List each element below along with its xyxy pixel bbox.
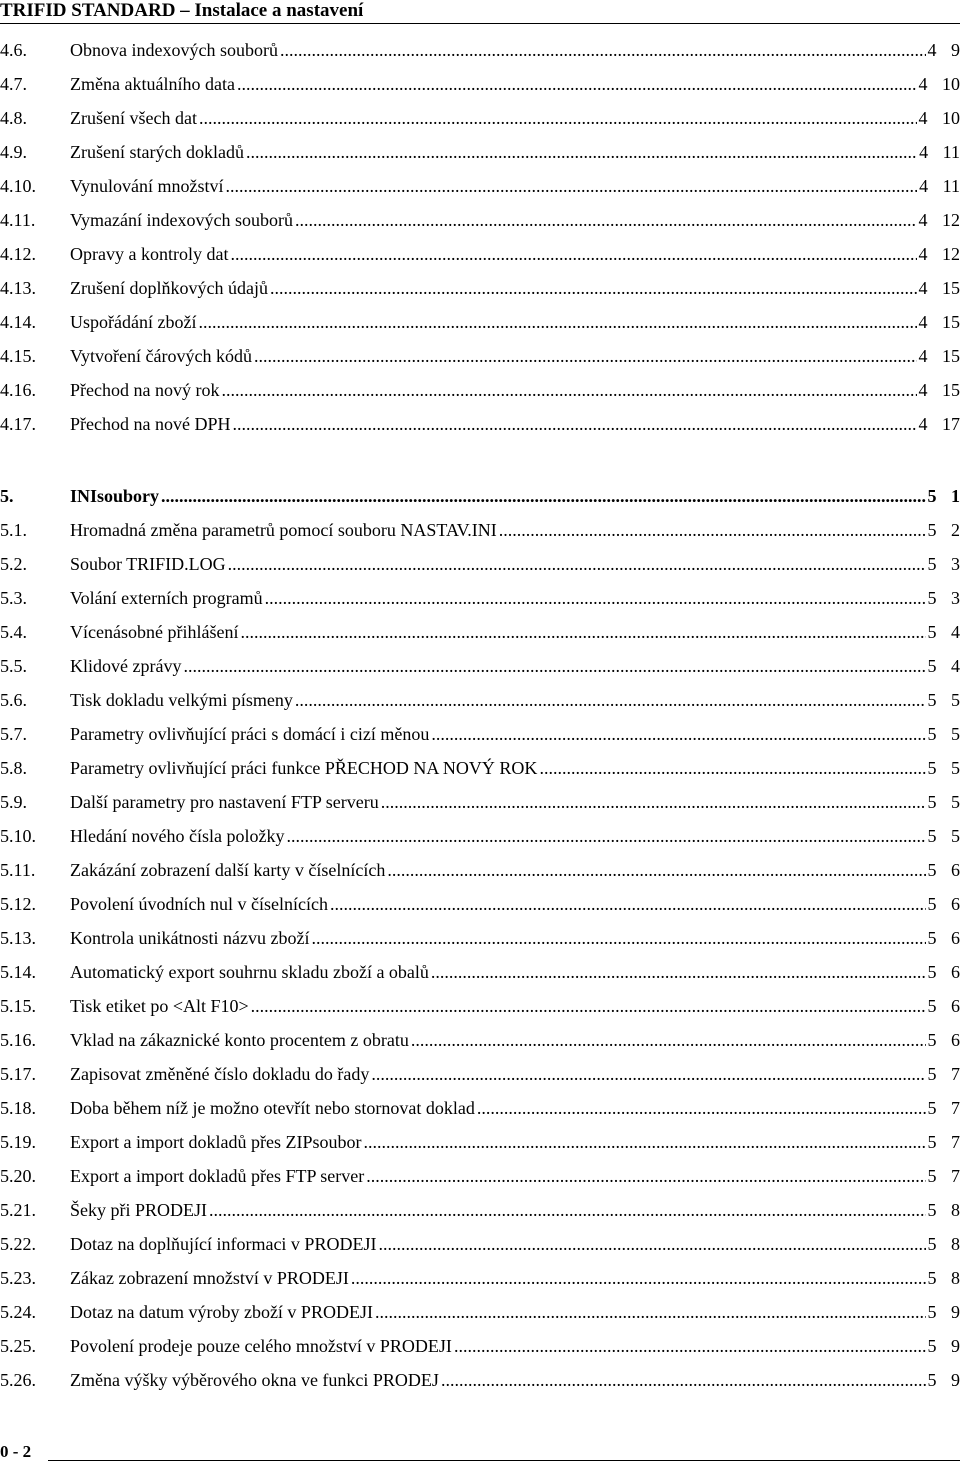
toc-entry-number: 4.6. — [0, 40, 27, 60]
toc-entry-body — [70, 853, 960, 887]
toc-entry-page: 4 12 — [918, 244, 960, 264]
document-title: TRIFID STANDARD – Instalace a nastavení — [0, 0, 364, 21]
toc-entry-title: Zrušení starých dokladů — [70, 142, 244, 162]
toc-entry[interactable] — [0, 547, 960, 581]
toc-entry-page: 5 7 — [927, 1098, 960, 1118]
toc-entry-body — [70, 237, 960, 271]
toc-entry-page: 5 4 — [927, 622, 960, 642]
toc-entry-page: 5 7 — [927, 1166, 960, 1186]
toc-entry[interactable] — [0, 1295, 960, 1329]
toc-entry-page: 5 3 — [927, 588, 960, 608]
dot-leader — [431, 955, 926, 989]
toc-entry-number: 5.19. — [0, 1132, 36, 1152]
toc-entry[interactable] — [0, 135, 960, 169]
toc-entry-page: 5 8 — [927, 1268, 960, 1288]
toc-entry-title: Zapisovat změněné číslo dokladu do řady — [70, 1064, 370, 1084]
toc-entry-number: 5.10. — [0, 826, 36, 846]
toc-entry-number: 5.13. — [0, 928, 36, 948]
toc-entry-number: 4.11. — [0, 210, 36, 230]
toc-entry[interactable] — [0, 237, 960, 271]
toc-entry[interactable] — [0, 1023, 960, 1057]
dot-leader — [221, 373, 916, 407]
toc-entry-body — [70, 1295, 960, 1329]
toc-section-4 — [0, 33, 960, 441]
toc-entry-body — [70, 955, 960, 989]
toc-entry-page: 4 12 — [918, 210, 960, 230]
toc-entry-body — [70, 1159, 960, 1193]
toc-entry-page: 5 5 — [927, 758, 960, 778]
toc-entry[interactable] — [0, 581, 960, 615]
toc-entry-page: 5 5 — [927, 792, 960, 812]
toc-entry-title: Tisk dokladu velkými písmeny — [70, 690, 293, 710]
toc-entry-title: INIsoubory — [70, 486, 160, 506]
toc-entry-body — [70, 339, 960, 373]
toc-entry-title: Volání externích programů — [70, 588, 263, 608]
toc-entry-number: 5.15. — [0, 996, 36, 1016]
toc-entry-page: 5 2 — [927, 520, 960, 540]
toc-entry-body — [70, 887, 960, 921]
toc-entry-body — [70, 1363, 960, 1397]
dot-leader — [226, 169, 918, 203]
toc-entry-body — [70, 135, 960, 169]
toc-entry-page: 5 5 — [927, 826, 960, 846]
toc-entry[interactable] — [0, 1125, 960, 1159]
toc-entry-number: 5.6. — [0, 690, 27, 710]
dot-leader — [237, 67, 917, 101]
toc-entry-page: 5 1 — [927, 486, 960, 506]
toc-entry[interactable] — [0, 101, 960, 135]
toc-entry-body — [70, 1057, 960, 1091]
dot-leader — [265, 581, 926, 615]
toc-entry-number: 5.21. — [0, 1200, 36, 1220]
toc-entry-title: Vklad na zákaznické konto procentem z obratu — [70, 1030, 409, 1050]
dot-leader — [363, 1125, 925, 1159]
toc-entry-title: Parametry ovlivňující práci funkce PŘECHOD NA NOVÝ ROK — [70, 758, 538, 778]
toc-entry-number: 5.9. — [0, 792, 27, 812]
toc-entry-title: Hromadná změna parametrů pomocí souboru NASTAV.INI — [70, 520, 497, 540]
toc-entry-body — [70, 305, 960, 339]
dot-leader — [330, 887, 926, 921]
toc-entry-page: 5 8 — [927, 1200, 960, 1220]
toc-entry-page: 4 10 — [918, 108, 960, 128]
toc-entry-number: 5.2. — [0, 554, 27, 574]
dot-leader — [411, 1023, 926, 1057]
toc-entry-body — [70, 989, 960, 1023]
toc-entry-body — [70, 1023, 960, 1057]
toc-entry-title: Export a import dokladů přes FTP server — [70, 1166, 365, 1186]
dot-leader — [351, 1261, 926, 1295]
toc-entry-number: 4.13. — [0, 278, 36, 298]
toc-entry-body — [70, 1227, 960, 1261]
toc-entry-page: 5 8 — [927, 1234, 960, 1254]
dot-leader — [251, 989, 926, 1023]
dot-leader — [183, 649, 925, 683]
toc-entry-body — [70, 1125, 960, 1159]
toc-entry-page: 5 6 — [927, 1030, 960, 1050]
toc-entry[interactable] — [0, 373, 960, 407]
dot-leader — [499, 513, 926, 547]
toc-entry-body — [70, 547, 960, 581]
toc-entry[interactable] — [0, 1227, 960, 1261]
toc-entry-title: Zrušení všech dat — [70, 108, 197, 128]
toc-entry-number: 5.8. — [0, 758, 27, 778]
dot-leader — [375, 1295, 926, 1329]
toc-entry-title: Obnova indexových souborů — [70, 40, 278, 60]
toc-entry-body — [70, 819, 960, 853]
toc-entry[interactable] — [0, 955, 960, 989]
toc-entry-title: Přechod na nový rok — [70, 380, 220, 400]
toc-entry-number: 5.18. — [0, 1098, 36, 1118]
toc-entry-body — [70, 649, 960, 683]
toc-entry-title: Parametry ovlivňující práci s domácí i cizí měnou — [70, 724, 430, 744]
toc-entry-title: Dotaz na doplňující informaci v PRODEJI — [70, 1234, 377, 1254]
dot-leader — [295, 203, 917, 237]
toc-entry[interactable] — [0, 649, 960, 683]
toc-entry-page: 5 7 — [927, 1064, 960, 1084]
dot-leader — [280, 33, 926, 67]
toc-entry-page: 5 6 — [927, 860, 960, 880]
toc-entry-page: 5 6 — [927, 928, 960, 948]
toc-entry-number: 5.4. — [0, 622, 27, 642]
toc-entry-page: 4 10 — [918, 74, 960, 94]
toc-entry-title: Zrušení doplňkových údajů — [70, 278, 268, 298]
toc-entry[interactable] — [0, 887, 960, 921]
page-number: 0 - 2 — [0, 1442, 32, 1461]
toc-entry-title: Změna výšky výběrového okna ve funkci PRODEJ — [70, 1370, 439, 1390]
toc-entry[interactable] — [0, 717, 960, 751]
footer-rule — [48, 1460, 960, 1461]
dot-leader — [387, 853, 925, 887]
toc-entry-title: Klidové zprávy — [70, 656, 182, 676]
toc-entry-page: 5 7 — [927, 1132, 960, 1152]
toc-entry-number: 4.16. — [0, 380, 36, 400]
toc-entry-page: 4 9 — [927, 40, 960, 60]
toc-entry-number: 4.17. — [0, 414, 36, 434]
toc-entry-page: 5 5 — [927, 690, 960, 710]
toc-entry-title: Kontrola unikátnosti názvu zboží — [70, 928, 310, 948]
toc-entry-title: Opravy a kontroly dat — [70, 244, 229, 264]
header-rule — [0, 23, 960, 24]
toc-entry[interactable] — [0, 479, 960, 513]
dot-leader — [295, 683, 926, 717]
toc-entry-title: Tisk etiket po <Alt F10> — [70, 996, 249, 1016]
dot-leader — [378, 1227, 925, 1261]
page-header — [0, 0, 960, 30]
toc-entry-title: Vymazání indexových souborů — [70, 210, 293, 230]
toc-entry-number: 5.12. — [0, 894, 36, 914]
toc-entry-number: 4.14. — [0, 312, 36, 332]
toc-entry-body — [70, 169, 960, 203]
toc-entry-number: 5.17. — [0, 1064, 36, 1084]
dot-leader — [381, 785, 926, 819]
toc-entry-body — [70, 683, 960, 717]
toc-entry-page: 4 15 — [918, 278, 960, 298]
toc-entry-page: 5 3 — [927, 554, 960, 574]
toc-entry-body — [70, 203, 960, 237]
toc-entry-number: 4.7. — [0, 74, 27, 94]
toc-entry[interactable] — [0, 1261, 960, 1295]
dot-leader — [230, 237, 916, 271]
toc-entry-title: Automatický export souhrnu skladu zboží a obalů — [70, 962, 429, 982]
toc-entry[interactable] — [0, 1091, 960, 1125]
toc-entry-body — [70, 751, 960, 785]
toc-entry-number: 5.5. — [0, 656, 27, 676]
dot-leader — [161, 479, 925, 513]
toc-entry-title: Hledání nového čísla položky — [70, 826, 285, 846]
toc-entry-page: 4 15 — [918, 312, 960, 332]
toc-entry-number: 5. — [0, 486, 14, 506]
toc-section-5 — [0, 479, 960, 1397]
toc-entry-body — [70, 717, 960, 751]
toc-entry-body — [70, 1261, 960, 1295]
toc-entry[interactable] — [0, 683, 960, 717]
toc-entry-title: Zakázání zobrazení další karty v číselnících — [70, 860, 386, 880]
dot-leader — [311, 921, 925, 955]
toc-entry-body — [70, 67, 960, 101]
toc-entry-number: 4.9. — [0, 142, 27, 162]
toc-entry-body — [70, 479, 960, 513]
toc-entry[interactable] — [0, 305, 960, 339]
toc-entry-page: 5 6 — [927, 962, 960, 982]
toc-entry-title: Export a import dokladů přes ZIPsoubor — [70, 1132, 362, 1152]
toc-entry-page: 5 6 — [927, 894, 960, 914]
dot-leader — [209, 1193, 925, 1227]
toc-entry-title: Šeky při PRODEJI — [70, 1200, 208, 1220]
toc-entry-body — [70, 1193, 960, 1227]
toc-entry-title: Zákaz zobrazení množství v PRODEJI — [70, 1268, 349, 1288]
toc-entry[interactable] — [0, 921, 960, 955]
toc-entry-number: 4.10. — [0, 176, 36, 196]
toc-entry-number: 5.25. — [0, 1336, 36, 1356]
toc-entry-page: 5 5 — [927, 724, 960, 744]
dot-leader — [454, 1329, 926, 1363]
toc-entry-page: 5 4 — [927, 656, 960, 676]
dot-leader — [270, 271, 917, 305]
toc-entry-number: 5.16. — [0, 1030, 36, 1050]
toc-entry-number: 4.8. — [0, 108, 27, 128]
toc-entry-body — [70, 1091, 960, 1125]
toc-entry-body — [70, 785, 960, 819]
toc-entry[interactable] — [0, 203, 960, 237]
toc-entry-number: 5.24. — [0, 1302, 36, 1322]
dot-leader — [286, 819, 925, 853]
toc-entry-title: Další parametry pro nastavení FTP serveru — [70, 792, 379, 812]
toc-entry[interactable] — [0, 339, 960, 373]
toc-entry-number: 4.12. — [0, 244, 36, 264]
toc-entry-title: Dotaz na datum výroby zboží v PRODEJI — [70, 1302, 373, 1322]
toc-entry-page: 4 15 — [918, 346, 960, 366]
toc-entry[interactable] — [0, 1193, 960, 1227]
dot-leader — [371, 1057, 925, 1091]
toc-entry-page: 5 9 — [927, 1336, 960, 1356]
dot-leader — [431, 717, 925, 751]
dot-leader — [441, 1363, 926, 1397]
toc-entry[interactable] — [0, 1329, 960, 1363]
toc-entry-body — [70, 513, 960, 547]
toc-entry-number: 5.22. — [0, 1234, 36, 1254]
dot-leader — [232, 407, 916, 441]
toc-entry-number: 5.3. — [0, 588, 27, 608]
toc-entry-number: 4.15. — [0, 346, 36, 366]
toc-entry-body — [70, 101, 960, 135]
toc-entry-number: 5.23. — [0, 1268, 36, 1288]
toc-entry[interactable] — [0, 33, 960, 67]
toc-entry-body — [70, 33, 960, 67]
toc-entry-title: Soubor TRIFID.LOG — [70, 554, 226, 574]
toc-entry[interactable] — [0, 615, 960, 649]
dot-leader — [198, 305, 916, 339]
toc-entry-page: 4 17 — [918, 414, 960, 434]
toc-entry-number: 5.14. — [0, 962, 36, 982]
toc-entry-title: Doba během níž je možno otevřít nebo stornovat doklad — [70, 1098, 475, 1118]
toc-entry[interactable] — [0, 169, 960, 203]
toc-entry-title: Vynulování množství — [70, 176, 224, 196]
toc-entry[interactable] — [0, 1363, 960, 1397]
toc-entry-body — [70, 1329, 960, 1363]
toc-entry-page: 5 9 — [927, 1370, 960, 1390]
toc-entry-number: 5.11. — [0, 860, 36, 880]
toc-entry-page: 4 11 — [919, 176, 960, 196]
dot-leader — [254, 339, 917, 373]
toc-entry-title: Změna aktuálního data — [70, 74, 235, 94]
toc-entry-page: 5 6 — [927, 996, 960, 1016]
toc-entry[interactable] — [0, 1159, 960, 1193]
dot-leader — [366, 1159, 925, 1193]
toc-entry-body — [70, 373, 960, 407]
toc-entry-page: 4 15 — [918, 380, 960, 400]
toc-entry-title: Vytvoření čárových kódů — [70, 346, 252, 366]
toc-entry[interactable] — [0, 271, 960, 305]
toc-entry-number: 5.7. — [0, 724, 27, 744]
toc-entry[interactable] — [0, 513, 960, 547]
toc-entry[interactable] — [0, 67, 960, 101]
toc-entry-title: Uspořádání zboží — [70, 312, 197, 332]
toc-entry-number: 5.26. — [0, 1370, 36, 1390]
toc-entry-body — [70, 921, 960, 955]
dot-leader — [199, 101, 917, 135]
toc-entry-title: Vícenásobné přihlášení — [70, 622, 239, 642]
toc-entry-title: Povolení úvodních nul v číselnících — [70, 894, 328, 914]
toc-entry-body — [70, 407, 960, 441]
dot-leader — [539, 751, 925, 785]
toc-entry-page: 5 9 — [927, 1302, 960, 1322]
toc-entry-number: 5.1. — [0, 520, 27, 540]
toc-entry-page: 4 11 — [919, 142, 960, 162]
toc-entry[interactable] — [0, 1057, 960, 1091]
toc-entry-body — [70, 581, 960, 615]
page-footer — [0, 1440, 960, 1468]
toc-entry[interactable] — [0, 751, 960, 785]
dot-leader — [240, 615, 925, 649]
toc-entry[interactable] — [0, 853, 960, 887]
toc-entry[interactable] — [0, 785, 960, 819]
dot-leader — [228, 547, 926, 581]
toc-entry[interactable] — [0, 407, 960, 441]
dot-leader — [477, 1091, 926, 1125]
toc-entry-body — [70, 271, 960, 305]
toc-entry-number: 5.20. — [0, 1166, 36, 1186]
toc-entry-title: Přechod na nové DPH — [70, 414, 231, 434]
toc-entry[interactable] — [0, 819, 960, 853]
toc-entry-title: Povolení prodeje pouze celého množství v PRODEJI — [70, 1336, 452, 1356]
toc-entry[interactable] — [0, 989, 960, 1023]
dot-leader — [246, 135, 917, 169]
toc-entry-body — [70, 615, 960, 649]
